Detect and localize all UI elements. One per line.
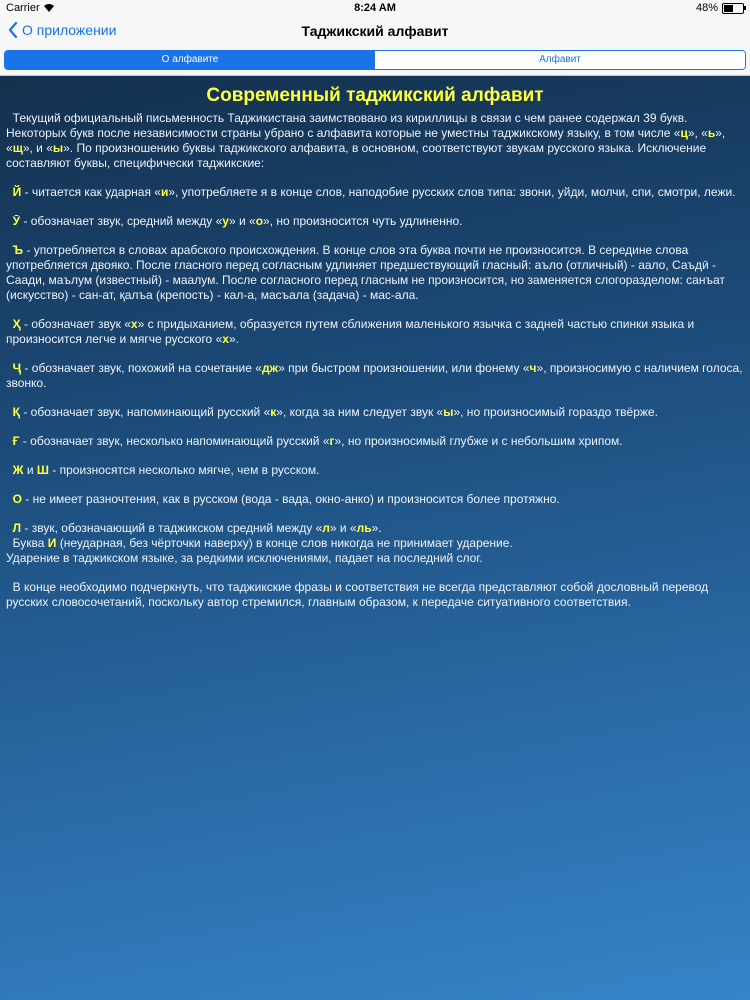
letter-hard-sign-paragraph: Ъ - употребляется в словах арабского происхождения. В конце слов эта буква почти не произносится. В середине слова употребляется двояко. После гласного перед согласным удлиняет предшествующий гласный: аъло (отличный) - аало, Саъдӣ - Саади, маълум (известный) - маалум. После согласного перед гласным не произносится, но заменяется слогоразделом: санъат (искусство) - сан-ат, қалъа (крепость) - кал-а, масъала (задача) - мас-ала.: [6, 243, 725, 302]
article-title: Современный таджикский алфавит: [206, 85, 544, 106]
battery-percent: 48%: [695, 2, 718, 14]
segment-bar: [0, 46, 750, 76]
article-body: [0, 111, 750, 610]
tab-about-alphabet[interactable]: О алфавите: [5, 51, 375, 69]
status-time: 8:24 AM: [354, 2, 396, 14]
intro-paragraph: Текущий официальный письменность Таджикистана заимствовано из кириллицы в связи с чем ранее содержал 39 букв. Некоторых букв после независимости страны убрано с алфавита которые не уместны таджикскому языку, в том числе «ц», «ь», «щ», и «ы». По произношению буквы таджикского алфавита, в основном, соответствуют звукам русского языка. Исключение составляют буквы, специфически таджикские:: [6, 111, 726, 170]
battery-indicator: [696, 2, 744, 14]
carrier-label: Carrier: [6, 2, 54, 14]
letter-q-paragraph: Қ - обозначает звук, напоминающий русский «к», когда за ним следует звук «ы», но произносимый гораздо твёрже.: [12, 405, 658, 419]
letter-gh-paragraph: Ғ - обозначает звук, несколько напоминающий русский «г», но произносимый глубже и с небольшим хрипом.: [12, 434, 623, 448]
segmented-control: [4, 50, 746, 70]
article-content: [0, 76, 750, 1000]
letter-o-paragraph: О - не имеет разночтения, как в русском (вода - вада, окно-анко) и произносится более протяжно.: [12, 492, 560, 506]
letter-u-macron-paragraph: Ӯ - обозначает звук, средний между «у» и «о», но произносится чуть удлиненно.: [12, 214, 463, 228]
page-title: Таджикский алфавит: [301, 23, 449, 39]
letter-l-paragraph: Л - звук, обозначающий в таджикском средний между «л» и «ль». Буква И (неударная, без чёрточки наверху) в конце слов никогда не принимает ударение. Ударение в таджикском языке, за редкими исключениями, падает на последний слог.: [6, 521, 513, 565]
letter-zh-sh-paragraph: Ж и Ш - произносятся несколько мягче, чем в русском.: [12, 463, 320, 477]
letter-kh-paragraph: Ҳ - обозначает звук «х» с придыханием, образуется путем сближения маленького язычка с задней частью спинки языка и произносится легче и мягче русского «х».: [6, 317, 695, 346]
letter-i-short-paragraph: Й - читается как ударная «и», употребляете я в конце слов, наподобие русских слов типа: звони, уйди, молчи, спи, смотри, лежи.: [12, 185, 736, 199]
tab-alphabet[interactable]: Алфавит: [375, 51, 745, 69]
back-button-label: О приложении: [22, 22, 117, 38]
conclusion-paragraph: В конце необходимо подчеркнуть, что таджикские фразы и соответствия не всегда представляют собой дословный перевод русских словосочетаний, поскольку автор стремился, главным образом, к передаче ситуативного соответствия.: [6, 580, 709, 609]
letter-ch-paragraph: Ҷ - обозначает звук, похожий на сочетание «дж» при быстром произношении, или фонему «ч», произносимую с наличием голоса, звонко.: [6, 361, 743, 390]
navigation-bar: [0, 16, 750, 46]
status-bar: [0, 0, 750, 16]
battery-icon: [722, 3, 744, 14]
